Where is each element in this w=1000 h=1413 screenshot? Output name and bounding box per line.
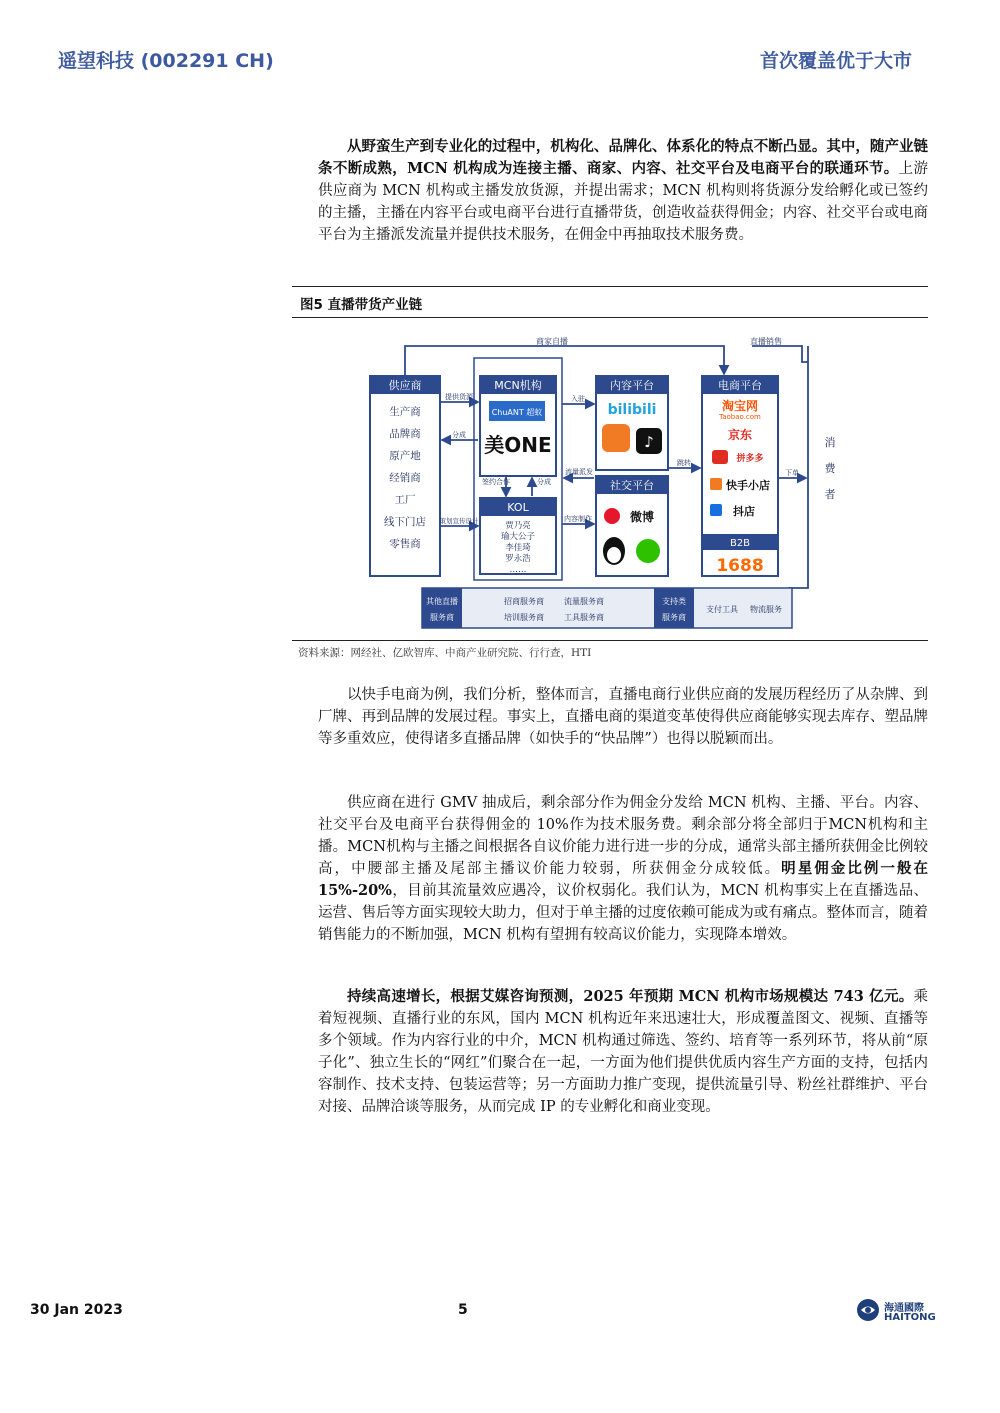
- logo-en: HAITONG: [884, 1312, 936, 1323]
- pdd-logo: 拼多多: [736, 454, 764, 464]
- traffic-label: 流量派发: [565, 468, 593, 476]
- chuant-logo-text: ChuANT 超蚁: [491, 408, 543, 417]
- supplier-item: 原产地: [389, 450, 421, 462]
- kol-item: 李佳琦: [505, 543, 531, 553]
- planning-label: 策划宣传设计: [439, 517, 479, 525]
- consumer-char-2: 费: [824, 462, 836, 475]
- taobao-logo: 淘宝网: [721, 399, 759, 413]
- doudian-icon: [710, 504, 722, 516]
- other-live-label-2: 服务商: [430, 613, 454, 622]
- paragraph-2: [318, 684, 928, 750]
- kuaishou-store-logo: 快手小店: [726, 479, 770, 492]
- consumer-bracket: [788, 346, 808, 588]
- pdd-icon: [712, 450, 728, 464]
- paragraph-4-bold: 持续高速增长，根据艾媒咨询预测，2025 年预期 MCN 机构市场规模达 743 亿元。: [347, 988, 914, 1005]
- other-live-block: [422, 588, 462, 628]
- page-number: 5: [458, 1302, 468, 1318]
- bilibili-logo: bilibili: [607, 402, 657, 418]
- douyin-glyph: ♪: [644, 433, 654, 451]
- kuaishou-icon: [602, 424, 630, 452]
- paragraph-1-bold: 从野蛮生产到专业化的过程中，机构化、品牌化、体系化的特点不断凸显。其中，随产业链条不断成熟，MCN 机构成为连接主播、商家、内容、社交平台及电商平台的联通环节。: [318, 138, 928, 177]
- weibo-text: 微博: [629, 510, 655, 524]
- paragraph-1: [318, 136, 928, 246]
- taobao-url: Taobao.com: [719, 413, 761, 421]
- support-item-1: 支付工具: [706, 605, 738, 614]
- footer-date: 30 Jan 2023: [30, 1302, 123, 1318]
- figure-title: 图5 直播带货产业链: [300, 297, 423, 313]
- content-platform-title: 内容平台: [610, 379, 654, 392]
- service-3: 培训服务商: [504, 613, 544, 622]
- paragraph-3: [318, 792, 928, 946]
- doudian-logo: 抖店: [733, 505, 755, 518]
- kol-item: 贾乃亮: [505, 521, 531, 531]
- industry-chain-diagram: [292, 318, 928, 636]
- paragraph-2-text: 以快手电商为例，我们分析，整体而言，直播电商行业供应商的发展历程经历了从杂牌、到厂牌、再到品牌的发展过程。事实上，直播电商的渠道变革使得供应商能够实现去库存、塑品牌等多重效应，使得诸多直播品牌（如快手的“快品牌”）也得以脱颖而出。: [318, 687, 928, 747]
- kol-item: 罗永浩: [505, 554, 531, 564]
- supplier-item: 品牌商: [389, 428, 421, 440]
- service-2: 流量服务商: [564, 597, 604, 606]
- sign-label: 签约合作: [482, 478, 510, 486]
- ecommerce-title: 电商平台: [718, 379, 762, 392]
- consumer-char-1: 消: [824, 436, 836, 449]
- support-label-2: 服务商: [662, 613, 686, 622]
- live-sales-label: 直播销售: [750, 337, 782, 346]
- merchant-live-label: 商家自播: [536, 337, 568, 346]
- support-item-2: 物流服务: [750, 605, 782, 614]
- haitong-logo-icon: [856, 1298, 880, 1322]
- header-company: 遥望科技 (002291 CH): [58, 50, 274, 72]
- support-block: [654, 588, 694, 628]
- mcn-title: MCN机构: [494, 379, 542, 392]
- paragraph-4: [318, 986, 928, 1118]
- live-sales-line: [752, 346, 808, 362]
- kol-item: 瑜大公子: [500, 532, 536, 542]
- alibaba-1688-logo: 1688: [716, 556, 764, 576]
- service-1: 招商服务商: [504, 597, 544, 606]
- supply-label: 提供货源: [445, 393, 473, 401]
- share-label: 分成: [537, 478, 551, 486]
- other-live-label-1: 其他直播: [426, 597, 458, 606]
- figure-bottom-rule: [292, 640, 928, 641]
- paragraph-4-text: 乘着短视频、直播行业的东风，国内 MCN 机构近年来迅速壮大，形成覆盖图文、视频、直播等多个领域。作为内容行业的中介，MCN 机构通过筛选、签约、培育等一系列环节，将从前“原子化”、独立生长的“网红”们聚合在一起，一方面为他们提供优质内容生产方面的支持，包括内容制作、技术支持、包装运营等；另一方面助力推广变现，提供流量引导、粉丝社群维护、平台对接、品牌洽谈等服务，从而完成 IP 的专业孵化和商业变现。: [318, 989, 928, 1115]
- b2b-label: B2B: [729, 538, 751, 549]
- haitong-logo: [856, 1298, 936, 1326]
- inflow-label: 入驻: [571, 395, 585, 403]
- kol-title: KOL: [507, 501, 529, 514]
- figure-title-bar: [292, 286, 928, 318]
- paragraph-3-bold: 明星佣金比例一般在 15%-20%: [318, 860, 929, 899]
- supplier-item: 经销商: [389, 472, 421, 484]
- kuaishou-store-icon: [710, 478, 722, 490]
- jump-label: 跳转: [677, 459, 691, 467]
- paragraph-1-text: 上游供应商为 MCN 机构或主播发放货源，并提出需求；MCN 机构则将货源分发给孵化或已签约的主播，主播在内容平台或电商平台进行直播带货，创造收益获得佣金；内容、社交平台或电商平台为主播派发流量并提供技术服务，在佣金中再抽取技术服务费。: [318, 161, 929, 243]
- meione-logo: 美ONE: [484, 433, 552, 457]
- paragraph-3-before: 供应商在进行 GMV 抽成后，剩余部分作为佣金分发给 MCN 机构、主播、平台。内容、社交平台及电商平台获得佣金的 10%作为技术服务费。剩余部分将全部归于MCN机构和主播。MCN机构与主播之间根据各自议价能力进行进一步的分成，通常头部主播所获佣金比例较高，中腰部主播及尾部主播议价能力较弱，所获佣金分成较低。: [318, 795, 928, 877]
- support-label-1: 支持类: [662, 597, 686, 606]
- wechat-icon: [636, 539, 660, 563]
- distribute-label: 分成: [452, 431, 466, 439]
- figure-source: 资料来源：网经社、亿欧智库、中商产业研究院、行行查，HTI: [298, 647, 592, 659]
- service-4: 工具服务商: [564, 613, 604, 622]
- paragraph-3-after: ，目前其流量效应遇冷，议价权弱化。我们认为，MCN 机构事实上在直播选品、运营、售后等方面实现较大助力，但对于单主播的过度依赖可能成为或有痛点。整体而言，随着销售能力的不断加强，MCN 机构有望拥有较高议价能力，实现降本增效。: [318, 883, 928, 943]
- logo-cn: 海通國際: [884, 1303, 924, 1314]
- supplier-item: 线下门店: [384, 516, 426, 528]
- header-rating: 首次覆盖优于大市: [759, 50, 912, 72]
- merchant-live-arrow: [405, 346, 724, 376]
- supplier-item: 零售商: [389, 538, 421, 550]
- kol-item: ……: [509, 565, 527, 575]
- content-make-label: 内容制作: [564, 515, 592, 523]
- weibo-icon: [604, 508, 620, 524]
- jd-logo: 京东: [727, 428, 753, 442]
- order-label: 下单: [785, 469, 799, 477]
- social-platform-title: 社交平台: [610, 479, 654, 492]
- supplier-item: 工厂: [394, 494, 416, 506]
- supplier-item: 生产商: [389, 406, 421, 418]
- supplier-title: 供应商: [388, 379, 422, 392]
- consumer-char-3: 者: [824, 488, 836, 501]
